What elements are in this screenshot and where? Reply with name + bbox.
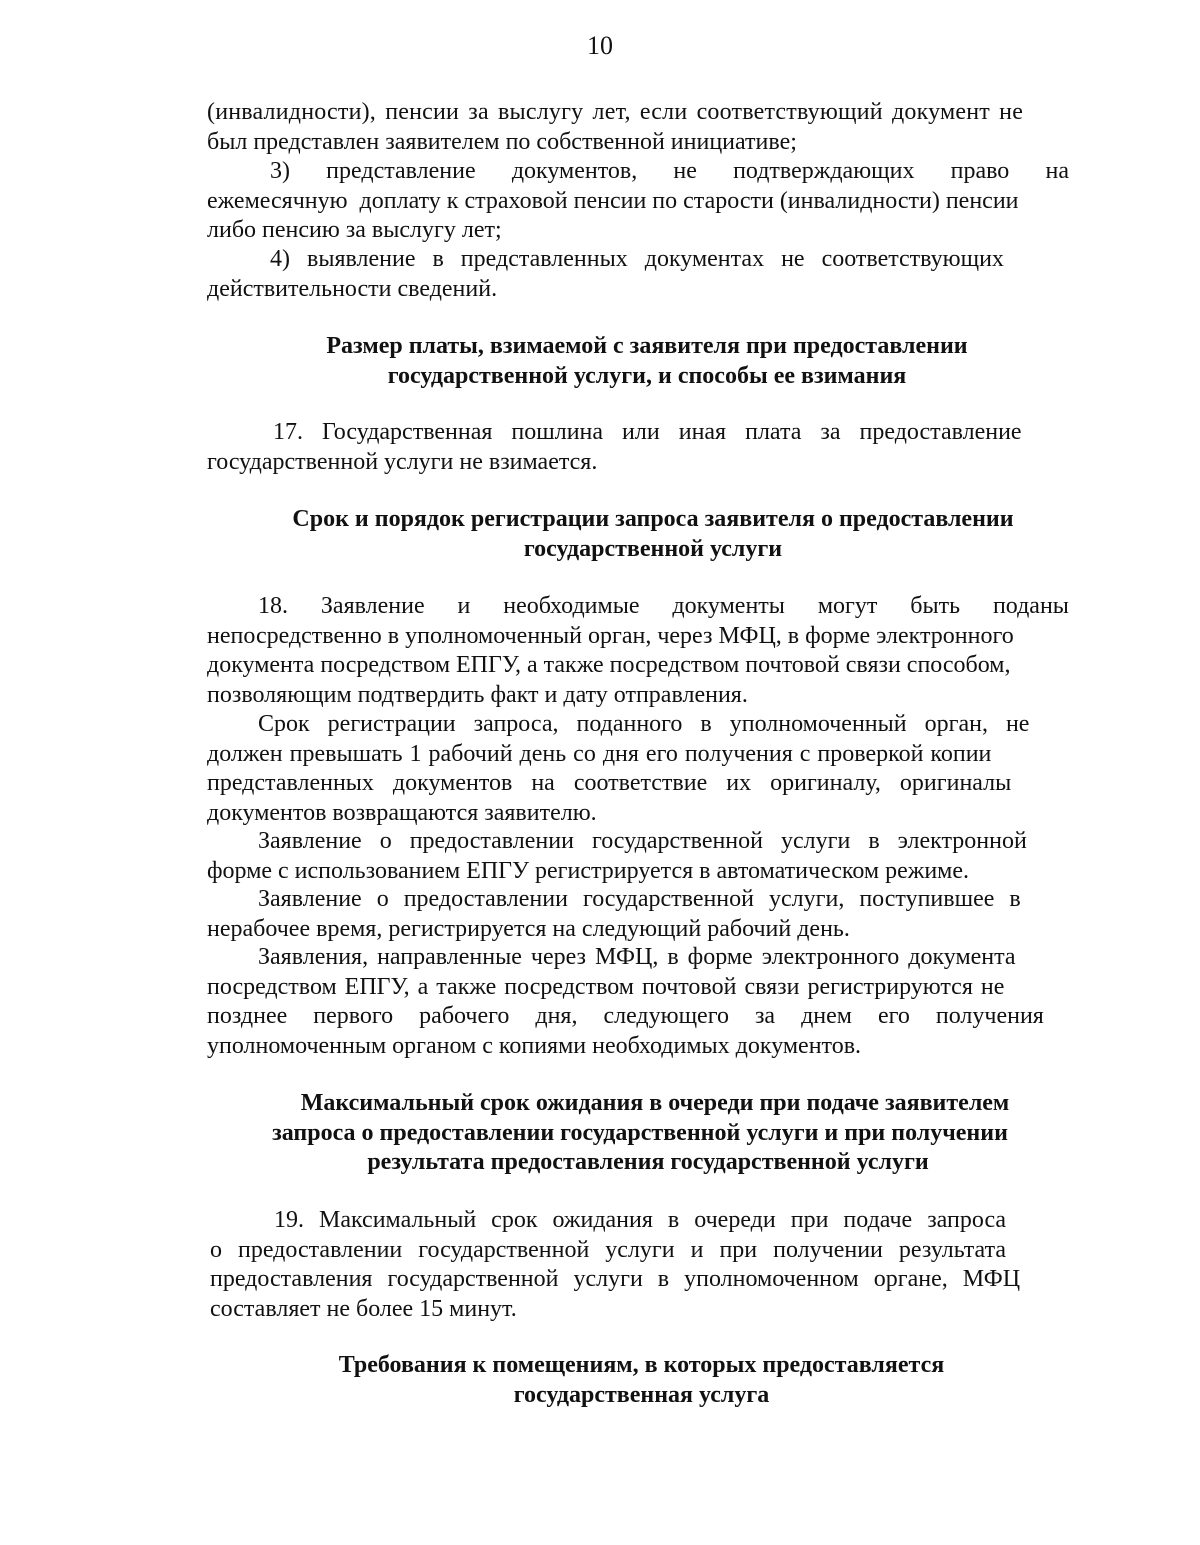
paragraph-line: предоставления государственной услуги в уполномоченном органе, МФЦ: [210, 1266, 1021, 1292]
paragraph-19: [210, 1206, 1073, 1324]
paragraph-line: нерабочее время, регистрируется на следующий рабочий день.: [207, 915, 850, 942]
paragraph-line: 18. Заявление и необходимые документы могут быть поданы: [258, 593, 1069, 619]
paragraph-line: действительности сведений.: [207, 275, 498, 302]
paragraph-line: Заявление о предоставлении государственной услуги, поступившее в: [258, 886, 1021, 912]
heading-line: результата предоставления государственной услуги: [367, 1149, 929, 1175]
heading-line: Размер платы, взимаемой с заявителя при предоставлении: [326, 333, 968, 359]
paragraph-line: Заявления, направленные через МФЦ, в форме электронного документа: [258, 944, 1016, 970]
paragraph-item-4: [207, 245, 1069, 304]
heading-line: государственной услуги: [523, 535, 783, 562]
paragraph-line: о предоставлении государственной услуги и при получении результата: [210, 1236, 1007, 1263]
paragraph-line: посредством ЕПГУ, а также посредством почтовой связи регистрируются не: [207, 973, 1005, 1000]
paragraph-line: уполномоченным органом с копиями необходимых документов.: [207, 1032, 862, 1059]
heading-line: Требования к помещениям, в которых предоставляется: [338, 1352, 945, 1378]
paragraph-item-3: [207, 157, 1069, 246]
heading-line: запроса о предоставлении государственной услуги и при получении: [272, 1119, 1008, 1146]
paragraph-line: непосредственно в уполномоченный орган, через МФЦ, в форме электронного: [207, 622, 1014, 649]
paragraph-line: документов возвращаются заявителю.: [207, 799, 597, 826]
paragraph-line: либо пенсию за выслугу лет;: [207, 217, 502, 243]
section-heading-registration: [207, 505, 1069, 564]
paragraph-mfc-registration: [207, 943, 1073, 1061]
paragraph-line: должен превышать 1 рабочий день со дня его получения с проверкой копии: [207, 740, 992, 767]
paragraph-line: (инвалидности), пенсии за выслугу лет, если соответствующий документ не: [207, 99, 1024, 125]
paragraph-line: документа посредством ЕПГУ, а также посредством почтовой связи способом,: [207, 652, 1011, 678]
paragraph-epgu-registration: [207, 827, 1073, 886]
paragraph-line: представленных документов на соответствие их оригиналу, оригиналы: [207, 770, 1012, 796]
paragraph-line: Срок регистрации запроса, поданного в уполномоченный орган, не: [258, 711, 1030, 737]
heading-line: государственная услуга: [513, 1381, 770, 1408]
paragraph-line: 19. Максимальный срок ожидания в очереди при подаче запроса: [274, 1207, 1007, 1233]
paragraph-offhours-registration: [207, 885, 1073, 944]
page-number: 10: [587, 31, 613, 60]
paragraph-line: составляет не более 15 минут.: [210, 1295, 517, 1322]
paragraph-line: 3) представление документов, не подтверждающих право на: [270, 158, 1069, 184]
section-heading-premises: [210, 1351, 1073, 1410]
paragraph-line: был представлен заявителем по собственной инициативе;: [207, 128, 797, 155]
heading-line: Срок и порядок регистрации запроса заявителя о предоставлении: [292, 506, 1014, 532]
heading-line: Максимальный срок ожидания в очереди при подаче заявителем: [300, 1090, 1010, 1116]
section-heading-queue: [207, 1089, 1073, 1178]
paragraph-line: 17. Государственная пошлина или иная плата за предоставление: [273, 419, 1022, 445]
paragraph-line: 4) выявление в представленных документах не соответствующих: [270, 246, 1004, 272]
paragraph-line: ежемесячную доплату к страховой пенсии по старости (инвалидности) пенсии: [207, 187, 1019, 214]
heading-line: государственной услуги, и способы ее взимания: [387, 362, 907, 389]
paragraph-17: [207, 418, 1069, 477]
paragraph-registration-term: [207, 710, 1073, 828]
paragraph-18: [207, 592, 1069, 710]
paragraph-continuation: [207, 98, 1069, 157]
paragraph-line: Заявление о предоставлении государственной услуги в электронной: [258, 828, 1027, 854]
paragraph-line: позднее первого рабочего дня, следующего за днем его получения: [207, 1003, 1044, 1029]
paragraph-line: форме с использованием ЕПГУ регистрируется в автоматическом режиме.: [207, 857, 970, 884]
paragraph-line: государственной услуги не взимается.: [207, 448, 598, 475]
paragraph-line: позволяющим подтвердить факт и дату отправления.: [207, 681, 748, 708]
section-heading-fee: [207, 332, 1069, 391]
